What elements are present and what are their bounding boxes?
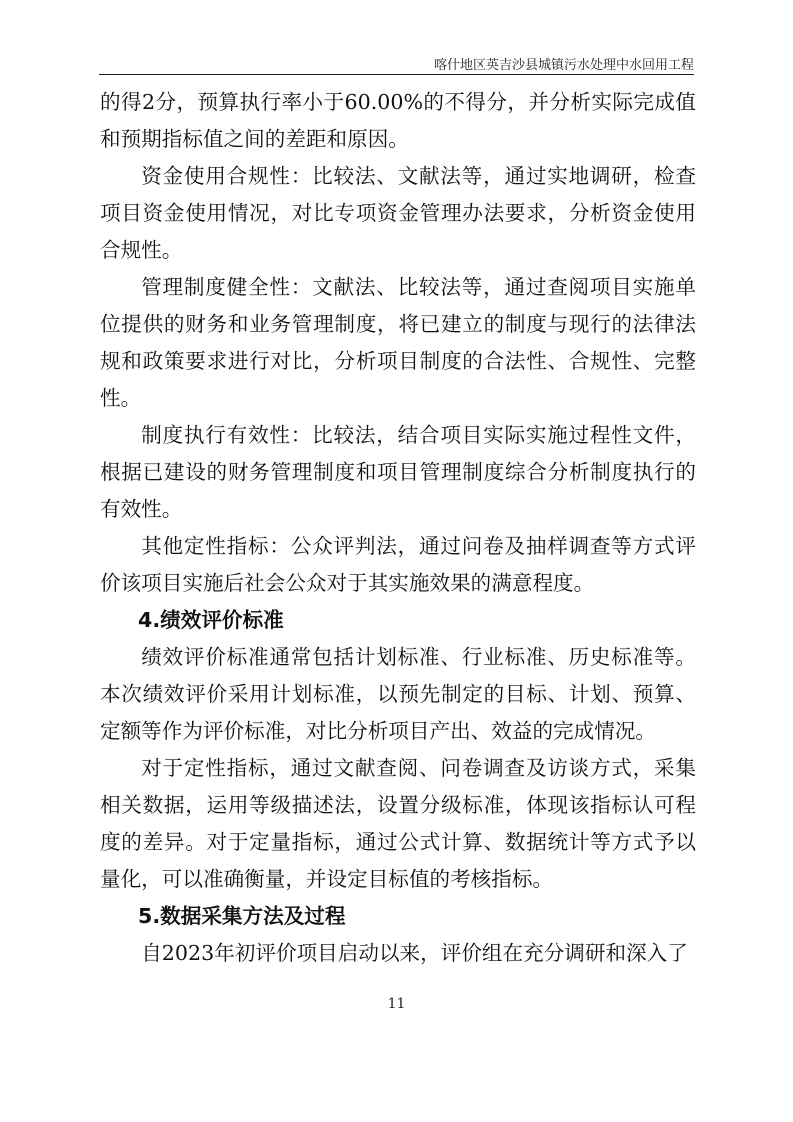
paragraph: 制度执行有效性：比较法，结合项目实际实施过程性文件，根据已建设的财务管理制度和项目管理制度综合分析制度执行的有效性。: [100, 423, 696, 521]
paragraph: 对于定性指标，通过文献查阅、问卷调查及访谈方式，采集相关数据，运用等级描述法，设置分级标准，体现该指标认可程度的差异。对于定量指标，通过公式计算、数据统计等方式予以量化，可以准确衡量，并设定目标值的考核指标。: [100, 756, 696, 891]
document-body: [100, 84, 696, 972]
paragraph: 资金使用合规性：比较法、文献法等，通过实地调研，检查项目资金使用情况，对比专项资金管理办法要求，分析资金使用合规性。: [100, 164, 696, 262]
section-heading: 4.绩效评价标准: [138, 608, 284, 632]
page-number: 11: [387, 996, 406, 1012]
header-title: 喀什地区英吉沙县城镇污水处理中水回用工程: [433, 58, 694, 73]
page-header: [99, 48, 694, 75]
section-heading: 5.数据采集方法及过程: [138, 904, 346, 928]
paragraph: 管理制度健全性：文献法、比较法等，通过查阅项目实施单位提供的财务和业务管理制度，将已建立的制度与现行的法律法规和政策要求进行对比，分析项目制度的合法性、合规性、完整性。: [100, 275, 696, 410]
paragraph: 其他定性指标：公众评判法，通过问卷及抽样调查等方式评价该项目实施后社会公众对于其实施效果的满意程度。: [100, 534, 696, 595]
paragraph: 自2023年初评价项目启动以来，评价组在充分调研和深入了: [141, 941, 688, 965]
paragraph: 绩效评价标准通常包括计划标准、行业标准、历史标准等。本次绩效评价采用计划标准，以预先制定的目标、计划、预算、定额等作为评价标准，对比分析项目产出、效益的完成情况。: [100, 645, 696, 743]
paragraph: 的得2分，预算执行率小于60.00%的不得分，并分析实际完成值和预期指标值之间的差距和原因。: [100, 90, 696, 151]
